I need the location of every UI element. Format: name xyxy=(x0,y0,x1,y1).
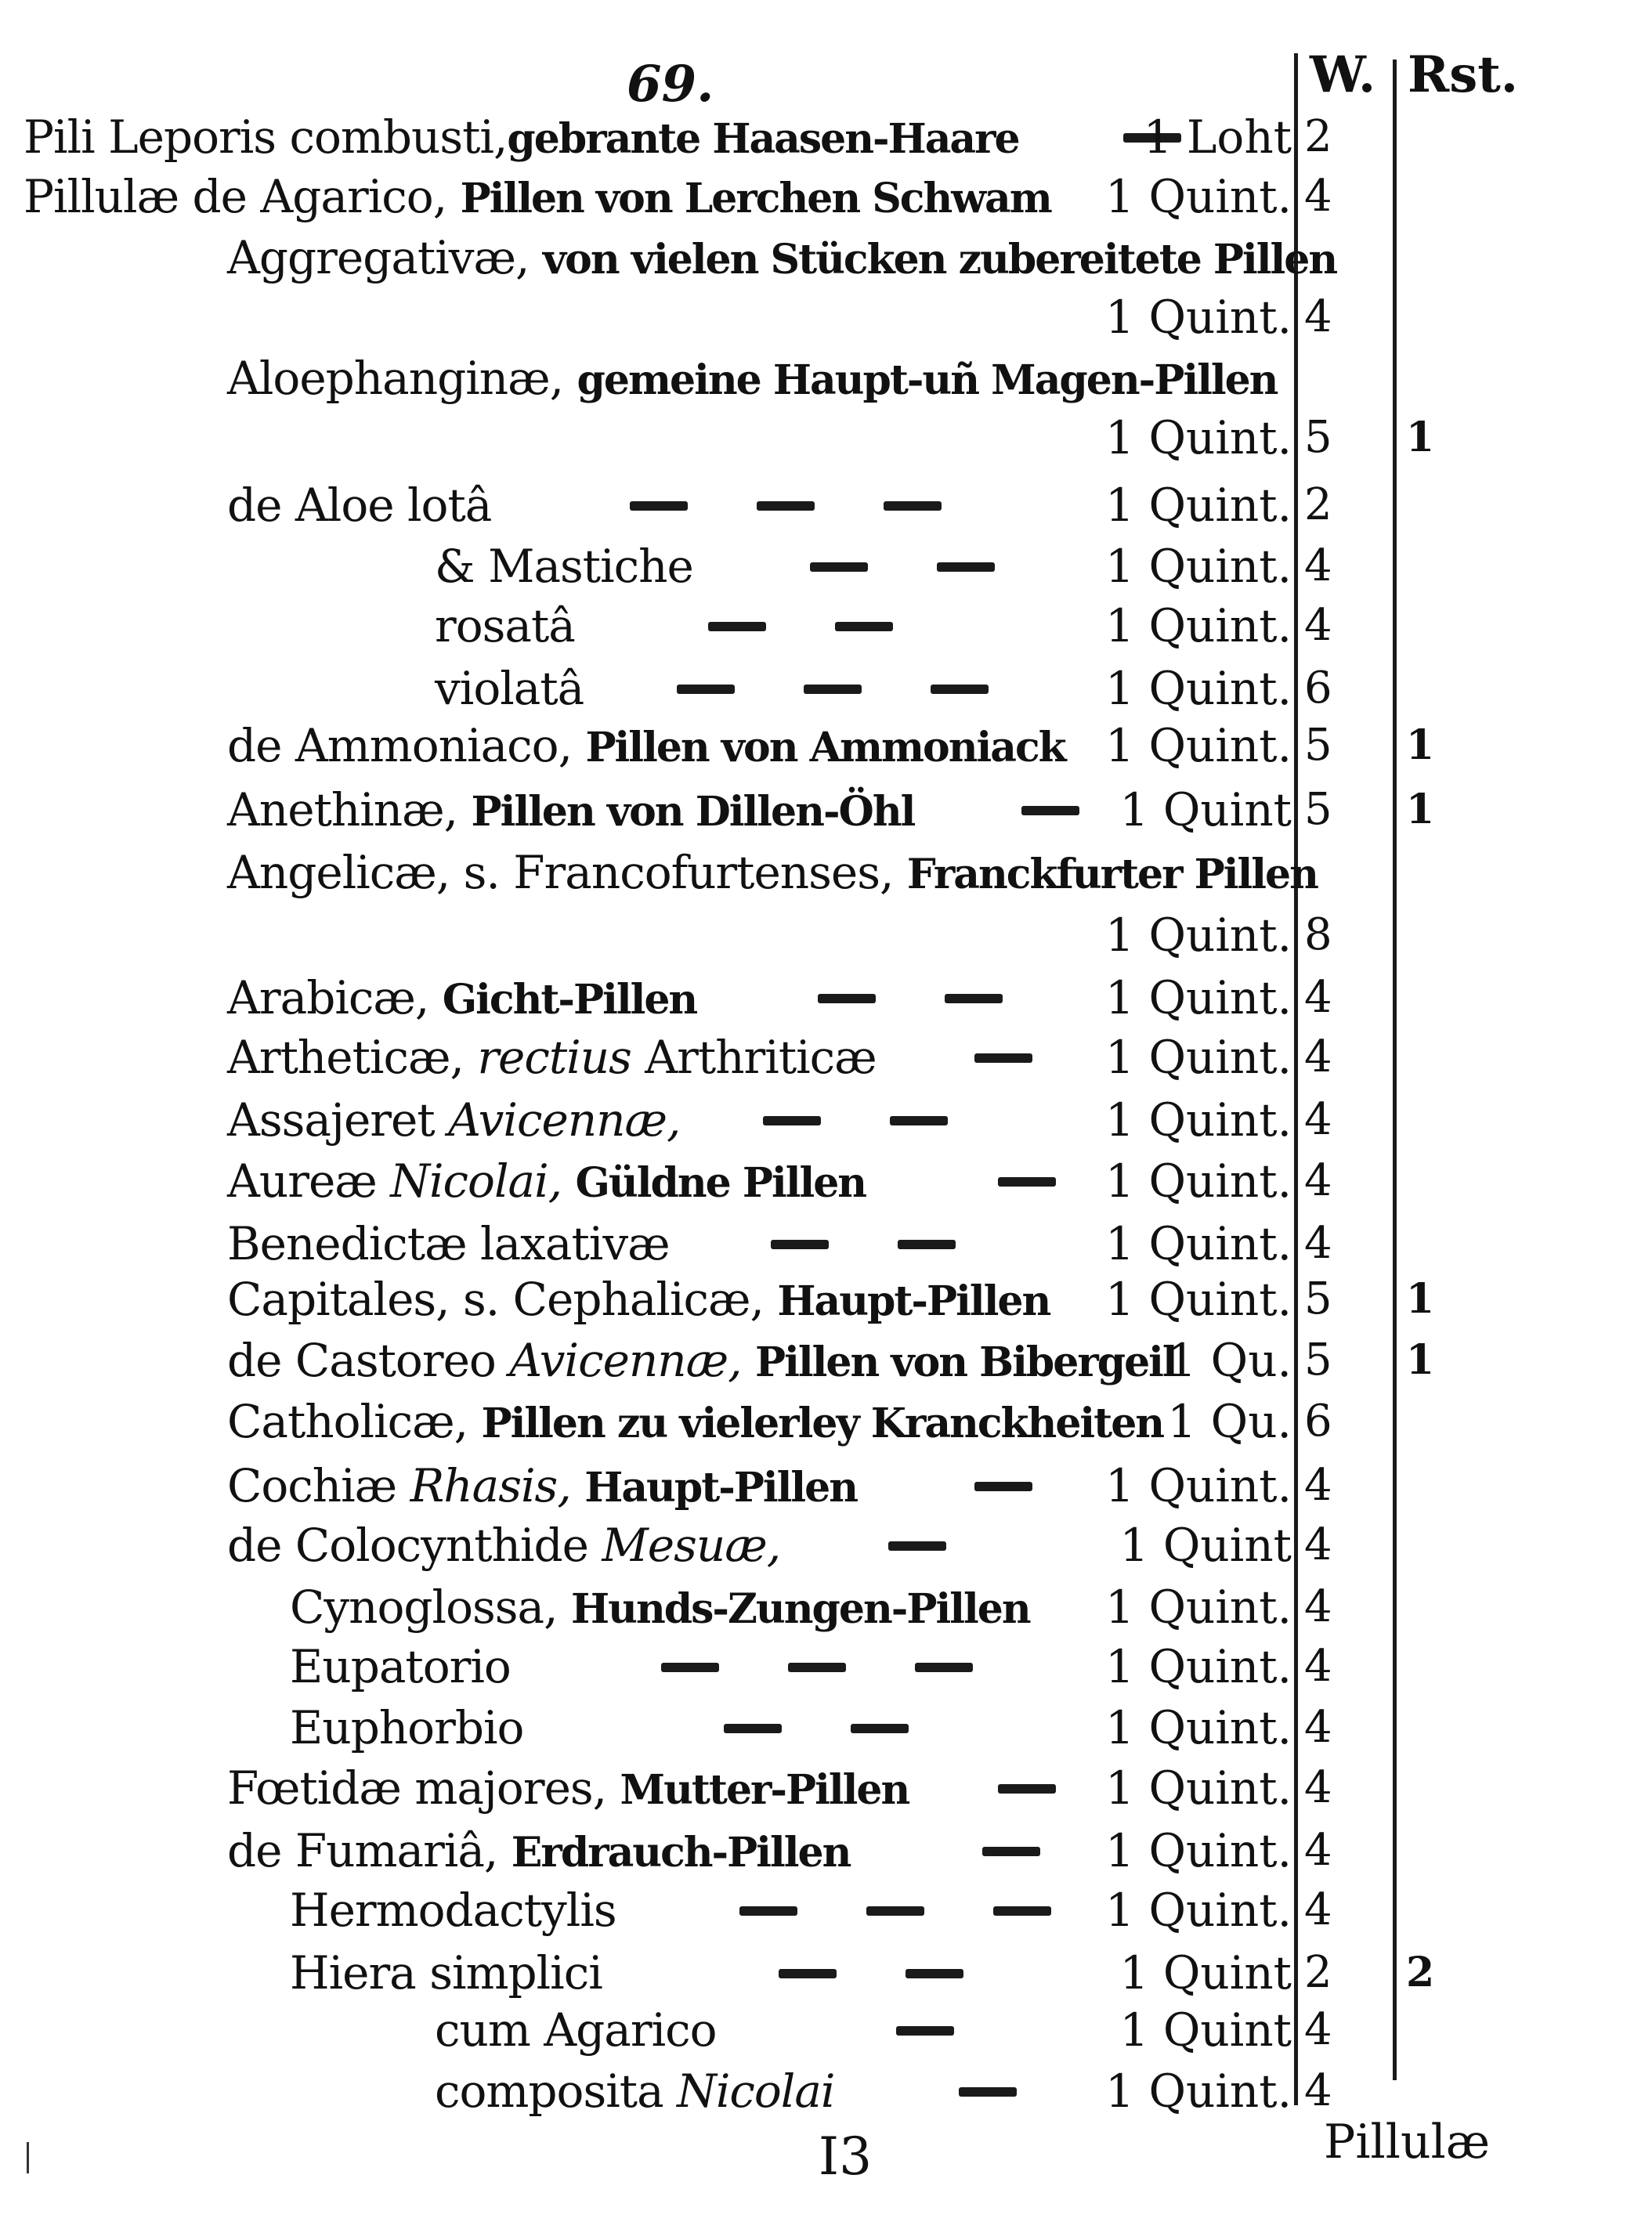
weight-value: 4 xyxy=(1304,1702,1332,1753)
dash xyxy=(998,1784,1056,1794)
latin-name: Aloephanginæ, xyxy=(227,352,577,405)
quantity: 1 Quint. xyxy=(1105,662,1292,715)
weight-value: 4 xyxy=(1304,1825,1332,1876)
latin-name: de Fumariâ, xyxy=(227,1824,512,1877)
latin-name: composita xyxy=(435,2065,678,2118)
list-item xyxy=(0,475,1652,536)
weight-value: 4 xyxy=(1304,1218,1332,1269)
quantity: 1 Quint. xyxy=(1105,1217,1292,1270)
latin-name: Hiera simplici xyxy=(290,1946,602,2000)
dash xyxy=(804,685,862,694)
italic-name: Nicolai xyxy=(677,2065,835,2118)
entry-name xyxy=(227,1269,1050,1332)
latin-name: Aggregativæ, xyxy=(227,231,543,284)
weight-column-header: W. xyxy=(1310,45,1376,104)
quantity: 1 Quint. xyxy=(1105,971,1292,1024)
dash xyxy=(763,1116,821,1125)
list-item xyxy=(0,1455,1652,1516)
dash xyxy=(724,1724,782,1733)
quantity: 1 Qu. xyxy=(1167,1334,1292,1387)
entry-name xyxy=(227,1213,670,1274)
latin-name: de Aloe lotâ xyxy=(227,479,492,532)
entry-name xyxy=(23,166,1051,229)
weight-value: 6 xyxy=(1304,1396,1332,1447)
weight-value: 2 xyxy=(1304,111,1332,162)
weight-value: 4 xyxy=(1304,1641,1332,1692)
italic-name: Avicennæ, xyxy=(448,1093,681,1147)
dash xyxy=(888,1541,946,1551)
dash xyxy=(779,1969,837,1978)
entry-name xyxy=(227,1758,909,1821)
list-item xyxy=(0,1089,1652,1151)
quantity: 1 Quint. xyxy=(1105,291,1292,344)
latin-name: Pillulæ de Agarico, xyxy=(23,170,461,223)
latin-name: Fœtidæ majores, xyxy=(227,1761,620,1815)
quantity: 1 Quint. xyxy=(1105,1581,1292,1634)
latin-name: Arabicæ, xyxy=(227,971,443,1024)
weight-value: 5 xyxy=(1304,412,1332,463)
dash xyxy=(771,1240,829,1249)
list-item xyxy=(0,1697,1652,1758)
weight-value: 2 xyxy=(1304,479,1332,530)
catchword: Pillulæ xyxy=(1324,2115,1491,2169)
quantity: 1 Quint. xyxy=(1105,1761,1292,1815)
quantity: 1 Quint xyxy=(1119,783,1292,836)
entry-name xyxy=(227,967,696,1031)
italic-name: Rhasis, xyxy=(410,1459,585,1512)
latin-name: Assajeret xyxy=(227,1093,449,1147)
dash xyxy=(993,1906,1051,1916)
quantity: 1 Quint. xyxy=(1105,1640,1292,1693)
leader-dashes xyxy=(728,1089,982,1151)
latin-name: Hermodactylis xyxy=(290,1884,616,1937)
latin-name: Benedictæ laxativæ xyxy=(227,1217,670,1270)
leader-dashes xyxy=(948,1820,1075,1881)
weight-value: 4 xyxy=(1304,1094,1332,1145)
leader-dashes xyxy=(689,1697,943,1758)
latin-name: Catholicæ, xyxy=(227,1395,482,1448)
rest-value: 1 xyxy=(1406,721,1435,769)
quantity: 1 Quint. xyxy=(1105,1273,1292,1326)
list-item xyxy=(0,715,1652,776)
dash xyxy=(757,501,815,511)
latin-name: Aureæ xyxy=(227,1154,391,1208)
list-item xyxy=(0,1269,1652,1330)
rest-column-header: Rst. xyxy=(1408,45,1519,104)
dash xyxy=(818,994,876,1003)
latin-name: violatâ xyxy=(435,662,584,715)
list-item xyxy=(0,1942,1652,2003)
entry-name xyxy=(227,1089,680,1151)
latin-name: & Mastiche xyxy=(435,540,693,593)
latin-name: de Castoreo xyxy=(227,1334,510,1387)
entry-name xyxy=(290,1636,511,1697)
german-name: Pillen von Dillen-Öhl xyxy=(471,788,915,836)
latin-name: Eupatorio xyxy=(290,1640,511,1693)
weight-value: 5 xyxy=(1304,1335,1332,1385)
list-item xyxy=(0,2061,1652,2122)
entry-name xyxy=(435,536,693,597)
list-item xyxy=(0,967,1652,1028)
weight-value: 4 xyxy=(1304,2004,1332,2055)
leader-dashes xyxy=(705,1880,1086,1941)
quantity: 1 Quint. xyxy=(1105,1031,1292,1084)
quantity: 1 Quint. xyxy=(1105,1884,1292,1937)
latin-name: Pili Leporis combusti, xyxy=(23,110,508,164)
leader-dashes xyxy=(744,1942,998,2003)
dash xyxy=(851,1724,909,1733)
leader-dashes xyxy=(674,595,927,656)
dash xyxy=(810,562,868,572)
list-item xyxy=(0,166,1652,227)
weight-value: 5 xyxy=(1304,720,1332,771)
dash xyxy=(788,1663,846,1672)
list-item xyxy=(0,348,1652,409)
entry-name xyxy=(435,658,584,719)
quantity: 1 Quint. xyxy=(1105,719,1292,772)
german-name: gebrante Haasen-Haare xyxy=(507,115,1019,163)
list-item xyxy=(0,1515,1652,1576)
dash xyxy=(959,2087,1017,2097)
latin-name: cum Agarico xyxy=(435,2003,717,2057)
quantity: 1 Quint. xyxy=(1105,479,1292,532)
quantity: 1 Loht xyxy=(1143,110,1292,164)
list-item xyxy=(0,779,1652,840)
quantity: 1 Quint. xyxy=(1105,1093,1292,1147)
italic-name: Nicolai, xyxy=(390,1154,576,1208)
weight-value: 2 xyxy=(1304,1947,1332,1998)
dash xyxy=(884,501,942,511)
latin-name: Anethinæ, xyxy=(227,783,472,836)
weight-value: 5 xyxy=(1304,1273,1332,1324)
german-name: Erdrauch-Pillen xyxy=(511,1829,851,1877)
rest-value: 2 xyxy=(1406,1949,1435,1996)
dash xyxy=(998,1177,1056,1187)
dash xyxy=(835,622,893,631)
rest-value: 1 xyxy=(1406,414,1435,461)
dash xyxy=(974,1482,1032,1491)
leader-dashes xyxy=(627,1636,1007,1697)
latin-name: Arthriticæ xyxy=(631,1031,877,1084)
latin-name: Cynoglossa, xyxy=(290,1581,571,1634)
entry-name xyxy=(290,1697,523,1758)
list-item xyxy=(0,595,1652,656)
latin-name: Euphorbio xyxy=(290,1701,524,1754)
rest-value: 1 xyxy=(1406,1336,1435,1384)
dash xyxy=(898,1240,956,1249)
list-item xyxy=(0,842,1652,903)
weight-value: 4 xyxy=(1304,171,1332,222)
entry-name xyxy=(227,715,1065,779)
entry-name xyxy=(227,1455,857,1519)
latin-name: de Ammoniaco, xyxy=(227,719,586,772)
dash xyxy=(937,562,995,572)
leader-dashes xyxy=(963,1758,1090,1819)
entry-name xyxy=(227,1027,877,1088)
leader-dashes xyxy=(595,475,976,536)
leader-dashes xyxy=(924,2061,1051,2122)
entry-name xyxy=(227,1515,780,1576)
list-item xyxy=(0,1636,1652,1697)
quantity: 1 Quint. xyxy=(1105,1459,1292,1512)
list-item xyxy=(0,1880,1652,1941)
entry-name xyxy=(227,842,1318,905)
page-number: 69. xyxy=(627,55,714,114)
leader-dashes xyxy=(854,1515,981,1576)
quantity: 1 Quint. xyxy=(1105,599,1292,652)
weight-value: 4 xyxy=(1304,2065,1332,2116)
list-item xyxy=(0,407,1652,468)
list-item xyxy=(0,536,1652,597)
entry-name xyxy=(227,779,914,843)
dash xyxy=(677,685,735,694)
weight-value: 4 xyxy=(1304,600,1332,651)
leader-dashes xyxy=(862,2000,989,2061)
dash xyxy=(945,994,1003,1003)
list-item xyxy=(0,1391,1652,1452)
leader-dashes xyxy=(736,1213,990,1274)
quantity: 1 Quint xyxy=(1119,2003,1292,2057)
entry-name xyxy=(290,1577,1030,1640)
list-item xyxy=(0,107,1652,168)
german-name: Hunds-Zungen-Pillen xyxy=(571,1585,1030,1633)
dash xyxy=(896,2026,954,2036)
dash xyxy=(739,1906,797,1916)
list-item xyxy=(0,1027,1652,1088)
weight-value: 4 xyxy=(1304,1762,1332,1813)
weight-value: 8 xyxy=(1304,909,1332,960)
latin-name: Angelicæ, s. Francofurtenses, xyxy=(227,846,907,899)
quantity: 1 Quint. xyxy=(1105,170,1292,223)
latin-name: rosatâ xyxy=(435,599,575,652)
german-name: Pillen von Bibergeil xyxy=(755,1338,1177,1386)
italic-name: Mesuæ, xyxy=(602,1519,781,1572)
dash xyxy=(630,501,688,511)
weight-value: 4 xyxy=(1304,1155,1332,1206)
dash xyxy=(982,1847,1040,1856)
list-item xyxy=(0,1820,1652,1881)
italic-name: Avicennæ, xyxy=(509,1334,756,1387)
latin-name: Cochiæ xyxy=(227,1459,410,1512)
german-name: Pillen von Lerchen Schwam xyxy=(460,175,1051,222)
entry-name xyxy=(290,1942,602,2003)
quantity: 1 Quint. xyxy=(1105,909,1292,962)
weight-value: 6 xyxy=(1304,663,1332,713)
german-name: von vielen Stücken zubereitete Pillen xyxy=(542,236,1337,284)
dash xyxy=(931,685,989,694)
entry-name xyxy=(227,348,1277,411)
leader-dashes xyxy=(642,658,1023,719)
rest-value: 1 xyxy=(1406,1275,1435,1323)
dash xyxy=(661,1663,719,1672)
entry-name xyxy=(227,227,1336,291)
entry-name xyxy=(227,1391,1163,1454)
weight-value: 4 xyxy=(1304,1460,1332,1511)
german-name: Haupt-Pillen xyxy=(584,1464,858,1512)
list-item xyxy=(0,1758,1652,1819)
list-item xyxy=(0,1330,1652,1391)
german-name: Pillen von Ammoniack xyxy=(585,724,1065,771)
weight-value: 4 xyxy=(1304,291,1332,342)
quantity: 1 Quint. xyxy=(1105,2065,1292,2118)
signature-mark: I3 xyxy=(819,2126,873,2187)
quantity: 1 Qu. xyxy=(1167,1395,1292,1448)
list-item xyxy=(0,227,1652,288)
latin-name: Artheticæ, xyxy=(227,1031,478,1084)
entry-name xyxy=(227,475,491,536)
list-item xyxy=(0,1577,1652,1638)
quantity: 1 Quint. xyxy=(1105,540,1292,593)
dash xyxy=(890,1116,948,1125)
weight-value: 5 xyxy=(1304,784,1332,835)
leader-dashes xyxy=(940,1027,1067,1088)
entry-name xyxy=(227,1151,866,1214)
quantity: 1 Quint. xyxy=(1105,1154,1292,1208)
weight-value: 4 xyxy=(1304,1031,1332,1082)
quantity: 1 Quint xyxy=(1119,1519,1292,1572)
entry-name xyxy=(435,2061,834,2122)
latin-name: de Colocynthide xyxy=(227,1519,602,1572)
german-name: Gicht-Pillen xyxy=(442,976,697,1024)
leader-dashes xyxy=(963,1151,1090,1212)
leader-dashes xyxy=(940,1455,1067,1516)
list-item xyxy=(0,658,1652,719)
german-name: gemeine Haupt-uñ Magen-Pillen xyxy=(577,356,1278,404)
quantity: 1 Quint. xyxy=(1105,411,1292,464)
rest-value: 1 xyxy=(1406,786,1435,833)
entry-name xyxy=(435,2000,717,2061)
entry-name xyxy=(227,1330,1177,1393)
latin-name: Capitales, s. Cephalicæ, xyxy=(227,1273,778,1326)
entry-name xyxy=(435,595,575,656)
german-name: Franckfurter Pillen xyxy=(906,851,1318,898)
list-item xyxy=(0,1213,1652,1274)
dash xyxy=(1021,806,1079,815)
weight-value: 4 xyxy=(1304,1519,1332,1570)
entry-name xyxy=(23,107,1019,170)
german-name: Pillen zu vielerley Kranckheiten xyxy=(481,1400,1164,1447)
weight-value: 4 xyxy=(1304,972,1332,1023)
german-name: Mutter-Pillen xyxy=(620,1766,909,1814)
margin-mark xyxy=(27,2142,29,2173)
leader-dashes xyxy=(775,536,1029,597)
quantity: 1 Quint. xyxy=(1105,1701,1292,1754)
german-name: Güldne Pillen xyxy=(575,1159,866,1207)
weight-value: 4 xyxy=(1304,540,1332,591)
dash xyxy=(708,622,766,631)
italic-name: rectius xyxy=(477,1031,631,1084)
list-item xyxy=(0,2000,1652,2061)
weight-value: 4 xyxy=(1304,1884,1332,1935)
leader-dashes xyxy=(987,779,1114,840)
dash xyxy=(974,1053,1032,1063)
leader-dashes xyxy=(783,967,1037,1028)
list-item xyxy=(0,287,1652,348)
dash xyxy=(915,1663,973,1672)
quantity: 1 Quint. xyxy=(1105,1824,1292,1877)
entry-name xyxy=(290,1880,616,1941)
quantity: 1 Quint xyxy=(1119,1946,1292,2000)
entry-name xyxy=(227,1820,850,1884)
list-item xyxy=(0,1151,1652,1212)
german-name: Haupt-Pillen xyxy=(777,1277,1050,1325)
list-item xyxy=(0,905,1652,966)
dash xyxy=(906,1969,963,1978)
weight-value: 4 xyxy=(1304,1581,1332,1632)
dash xyxy=(866,1906,924,1916)
